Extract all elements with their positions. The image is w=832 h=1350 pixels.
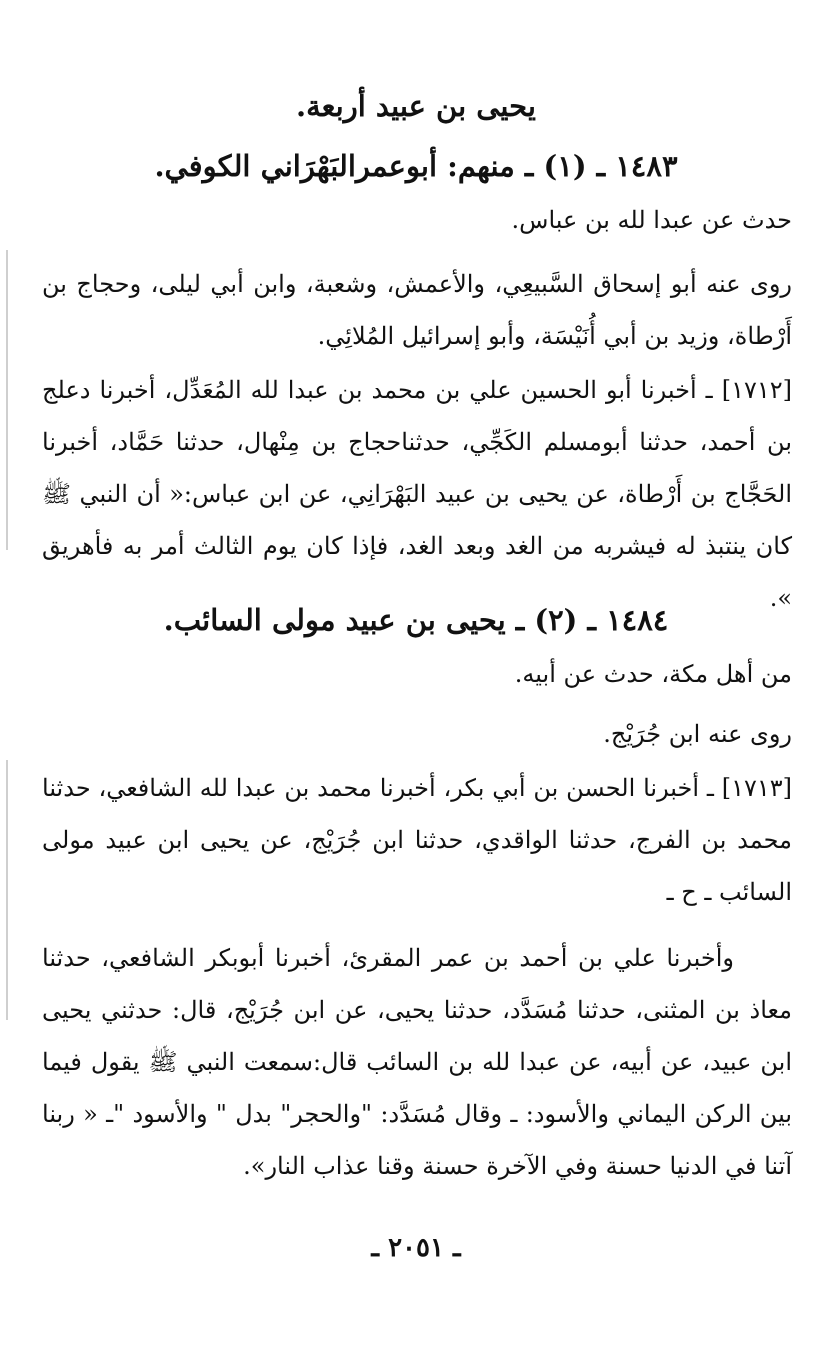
entry-1484-second-chain: وأخبرنا علي بن أحمد بن عمر المقرئ، أخبرنا أبوبكر الشافعي، حدثنا معاذ بن المثنى، حدثنا مُسَدَّد، حدثنا يحيى، عن ابن جُرَيْج، قال: حدثني يحيى ابن عبيد، عن أبيه، عن عبدا لله بن السائب قال:سمعت النبي ﷺ يقول فيما بين الركن اليماني والأسود: ـ وقال مُسَدَّد: "والحجر" بدل " والأسود "ـ « ربنا آتنا في الدنيا حسنة وفي الآخرة حسنة وقنا عذاب النار». <box>42 944 792 1180</box>
entry-1483-title: ١٤٨٣ ـ (١) ـ منهم: أبوعمرالبَهْرَاني الكوفي. <box>154 149 678 183</box>
page-number: ـ ٢٠٥١ ـ <box>371 1233 461 1263</box>
entry-1484-narrator: روى عنه ابن جُرَيْج. <box>603 720 792 748</box>
entry-1484-origin: من أهل مكة، حدث عن أبيه. <box>514 660 792 688</box>
entry-1483-transmission-from: حدث عن عبدا لله بن عباس. <box>511 206 792 234</box>
entry-1484-hadith-1713: [١٧١٣] ـ أخبرنا الحسن بن أبي بكر، أخبرنا محمد بن عبدا لله الشافعي، حدثنا محمد بن الفرج، حدثنا الواقدي، حدثنا ابن جُرَيْج، عن يحيى ابن عبيد مولى السائب ـ ح ـ <box>42 774 792 906</box>
entry-1483-narrators: روى عنه أبو إسحاق السَّبيعِي، والأعمش، وشعبة، وابن أبي ليلى، وحجاج بن أَرْطاة، وزيد بن أبي أُنَيْسَة، وأبو إسرائيل المُلائِي. <box>42 270 792 350</box>
chapter-heading: يحيى بن عبيد أربعة. <box>296 89 536 123</box>
scan-edge-shadow <box>6 760 8 1020</box>
entry-1483-hadith-1712: [١٧١٢] ـ أخبرنا أبو الحسين علي بن محمد بن عبدا لله المُعَدِّل، أخبرنا دعلج بن أحمد، حدثنا أبومسلم الكَجِّي، حدثناحجاج بن مِنْهال، حدثنا حَمَّاد، أخبرنا الحَجَّاج بن أَرْطاة، عن يحيى بن عبيد البَهْرَانِي، عن ابن عباس:« أن النبي ﷺ كان ينتبذ له فيشربه من الغد وبعد الغد، فإذا كان يوم الثالث أمر به فأهريق ». <box>42 376 792 612</box>
scan-edge-shadow <box>6 250 8 550</box>
entry-1484-title: ١٤٨٤ ـ (٢) ـ يحيى بن عبيد مولى السائب. <box>163 603 669 637</box>
